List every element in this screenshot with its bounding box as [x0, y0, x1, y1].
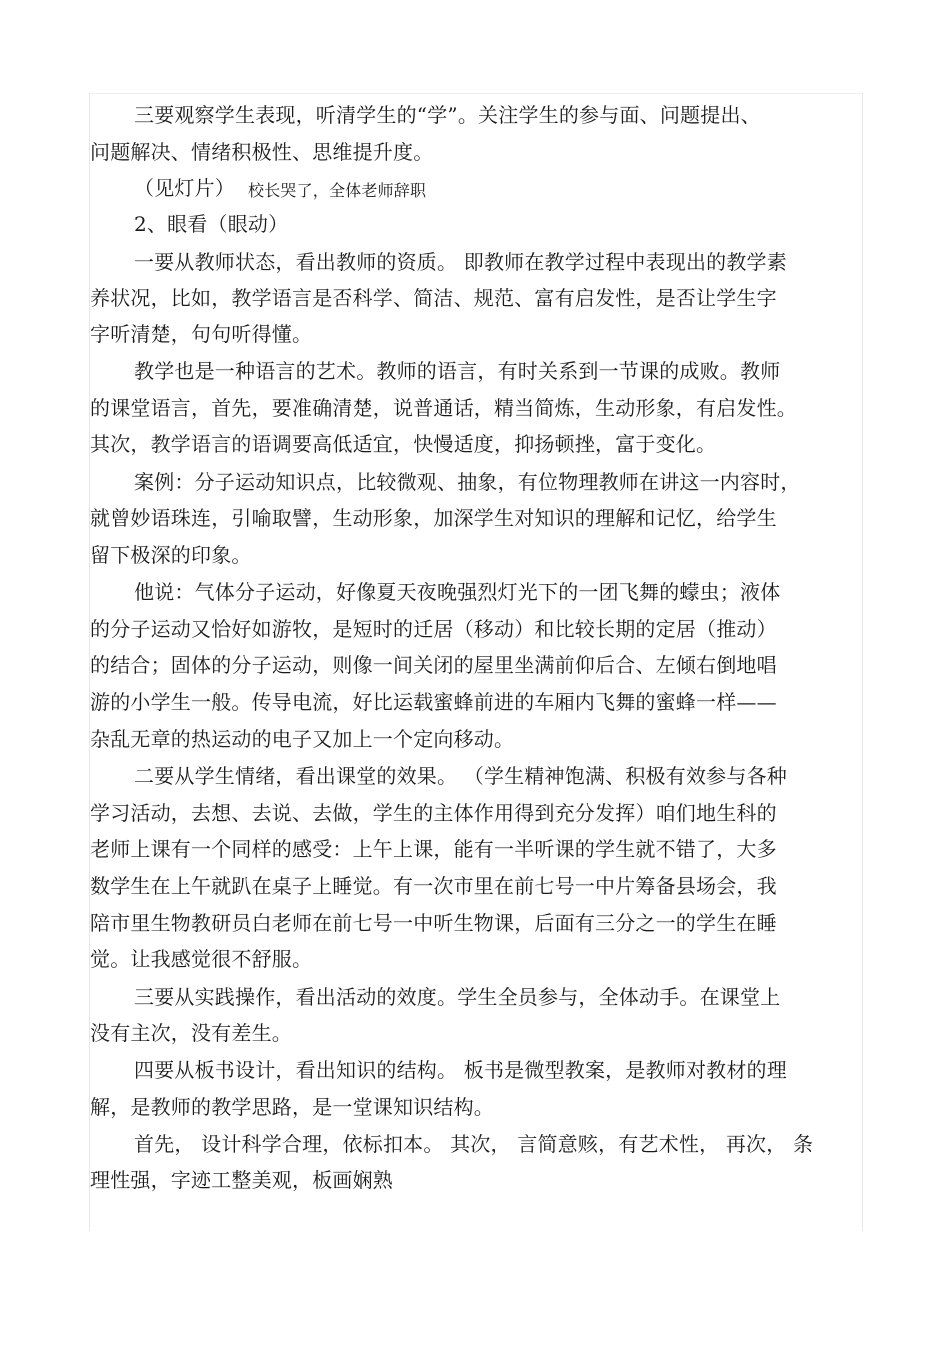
text-line: 觉。让我感觉很不舒服。	[90, 947, 313, 971]
text-line: 没有主次，没有差生。	[90, 1021, 292, 1045]
text-line: 一要从教师状态，看出教师的资质。 即教师在教学过程中表现出的教学素	[134, 250, 787, 274]
text-line: 案例：分子运动知识点，比较微观、抽象，有位物理教师在讲这一内容时，	[134, 470, 801, 494]
text-line: 学习活动，去想、去说、去做，学生的主体作用得到充分发挥）咱们地生科的	[90, 801, 777, 825]
text-line: 字听清楚，句句听得懂。	[90, 322, 313, 346]
text-line: 留下极深的印象。	[90, 543, 252, 567]
text-line: 首先， 设计科学合理，依标扣本。 其次， 言简意赅，有艺术性， 再次， 条	[134, 1132, 814, 1156]
text-line: 就曾妙语珠连，引喻取譬，生动形象，加深学生对知识的理解和记忆，给学生	[90, 506, 777, 530]
text-line: 的分子运动又恰好如游牧，是短时的迁居（移动）和比较长期的定居（推动）	[90, 617, 777, 641]
text-line: 老师上课有一个同样的感受：上午上课，能有一半听课的学生就不错了，大多	[90, 837, 777, 861]
text-line: 陪市里生物教研员白老师在前七号一中听生物课，后面有三分之一的学生在睡	[90, 911, 777, 935]
text-line: 数学生在上午就趴在桌子上睡觉。有一次市里在前七号一中片筹备县场会，我	[90, 874, 777, 898]
text-line: 游的小学生一般。传导电流，好比运载蜜蜂前进的车厢内飞舞的蜜蜂一样——	[90, 690, 777, 714]
text-line: 其次，教学语言的语调要高低适宜，快慢适度，抑扬顿挫，富于变化。	[90, 432, 717, 456]
text-line: 二要从学生情绪，看出课堂的效果。 （学生精神饱满、积极有效参与各种	[134, 764, 787, 788]
text-line: 的结合；固体的分子运动，则像一间关闭的屋里坐满前仰后合、左倾右倒地唱	[90, 653, 777, 677]
text-line: 的课堂语言，首先，要准确清楚，说普通话，精当简炼，生动形象，有启发性。	[90, 396, 797, 420]
text-line: 四要从板书设计，看出知识的结构。 板书是微型教案，是教师对教材的理	[134, 1058, 787, 1082]
text-line: 养状况，比如，教学语言是否科学、简洁、规范、富有启发性，是否让学生字	[90, 286, 777, 310]
text-line: 杂乱无章的热运动的电子又加上一个定向移动。	[90, 727, 515, 751]
text-line-note: 校长哭了，全体老师辞职	[248, 181, 427, 200]
text-line: 三要从实践操作，看出活动的效度。学生全员参与，全体动手。在课堂上	[134, 985, 781, 1009]
text-line: 三要观察学生表现，听清学生的“学”。关注学生的参与面、问题提出、	[134, 103, 761, 127]
text-line: 理性强，字迹工整美观，板画娴熟	[90, 1168, 393, 1192]
text-line: 他说：气体分子运动，好像夏天夜晚强烈灯光下的一团飞舞的蠓虫；液体	[134, 580, 781, 604]
text-line: （见灯片）	[134, 176, 235, 200]
section-heading: 2、眼看（眼动）	[134, 212, 289, 236]
text-line: 教学也是一种语言的艺术。教师的语言，有时关系到一节课的成败。教师	[134, 359, 781, 383]
text-line: 解，是教师的教学思路，是一堂课知识结构。	[90, 1095, 494, 1119]
text-line: 问题解决、情绪积极性、思维提升度。	[90, 140, 434, 164]
